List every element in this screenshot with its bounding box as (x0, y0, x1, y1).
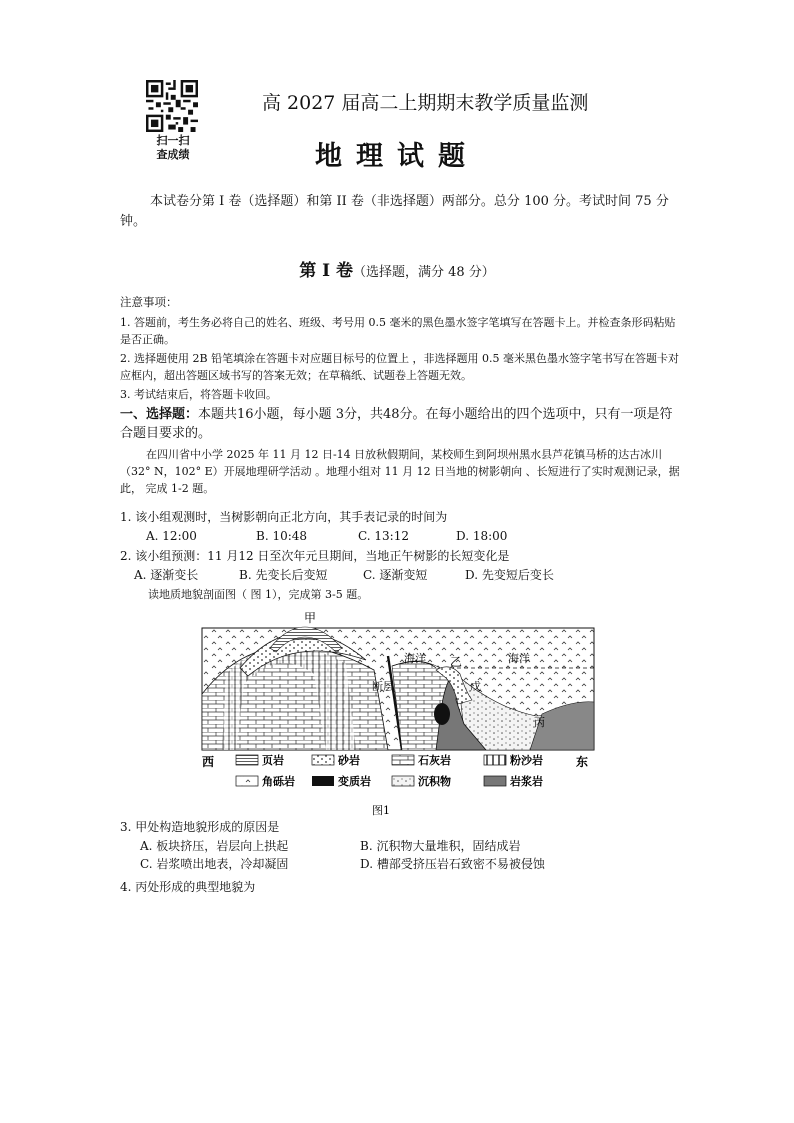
exam-title: 地理试题 (315, 141, 479, 172)
legend-metamorphic (312, 774, 371, 788)
question-1-stem: 1. 该小组观测时，当树影朝向正北方向，其手表记录的时间为 (120, 510, 448, 524)
legend-label-breccia: 角砾岩 (262, 775, 295, 788)
legend-label-siltstone: 粉沙岩 (510, 754, 543, 767)
section-1-heading (120, 405, 680, 443)
label-west: 西 (202, 755, 215, 769)
legend-magmatic (484, 774, 543, 788)
label-jia: 甲 (304, 611, 317, 625)
exam-header: 高 2027 届高二上期期末教学质量监测 (262, 92, 589, 114)
legend-label-limestone: 石灰岩 (418, 754, 451, 767)
q1-option-c: C. 13:12 (358, 529, 409, 543)
volume-heading (0, 256, 794, 281)
q2-option-c: C. 逐渐变短 (363, 568, 428, 582)
notes-title: 注意事项： (120, 295, 178, 309)
legend-label-magmatic: 岩浆岩 (510, 775, 543, 788)
note-1: 1. 答题前，考生务必将自己的姓名、班级、考号用 0.5 毫米的黑色墨水签字笔填写在答题卡上。并检查条形码粘贴是否正确。 (120, 316, 676, 346)
q3-option-d: D. 槽部受挤压岩石致密不易被侵蚀 (360, 857, 545, 871)
qr-caption-line-1: 扫一扫 (156, 134, 190, 147)
legend-sandstone (312, 753, 360, 767)
section-1-label: 一、选择题： (120, 407, 199, 422)
material-1: 在四川省中小学 2025 年 11 月 12 日-14 日放秋假期间，某校师生到阿坝州黑水县芦花镇马桥的达古冰川（32° N，102° E）开展地理研学活动 。地理小组对 11 月 12 日当地的树影朝向 、长短进行了实时观测记录，据此， 完成 1-2 题。 (120, 448, 680, 495)
label-yi: 乙 (450, 655, 463, 669)
legend-breccia (236, 774, 295, 788)
legend-label-shale: 页岩 (262, 754, 284, 767)
q3-option-a: A. 板块挤压，岩层向上拱起 (140, 839, 289, 853)
volume-sub: （选择题，满分 48 分） (352, 265, 495, 280)
legend-shale (236, 753, 284, 767)
legend-label-metamorphic: 变质岩 (338, 775, 371, 788)
legend-sediment (392, 774, 451, 788)
volume-main: 第 I 卷 (299, 261, 353, 281)
q2-option-b: B. 先变长后变短 (239, 568, 328, 582)
legend-label-sediment: 沉积物 (418, 775, 451, 788)
section-1-text: 本题共16小题，每小题 3分，共48分。在每小题给出的四个选项中，只有一项是符合题目要求的。 (120, 407, 673, 441)
label-sea-2: 海洋 (508, 652, 530, 665)
q2-option-a: A. 逐渐变长 (134, 568, 199, 582)
question-2-stem: 2. 该小组预测：11 月12 日至次年元旦期间，当地正午树影的长短变化是 (120, 549, 510, 563)
q3-option-c: C. 岩浆喷出地表，冷却凝固 (140, 857, 289, 871)
exam-intro: 本试卷分第 I 卷（选择题）和第 II 卷（非选择题）两部分。总分 100 分。考试时间 75 分钟。 (120, 194, 669, 229)
label-fault: 断层 (372, 680, 394, 693)
note-2: 2. 选择题使用 2B 铅笔填涂在答题卡对应题目标号的位置上 ，非选择题用 0.5 毫米黑色墨水签字笔书写在答题卡对应框内，超出答题区域书写的答案无效；在草稿纸、试题卷上答题无效。 (120, 352, 680, 382)
note-3: 3. 考试结束后，将答题卡收回。 (120, 388, 277, 401)
label-sea-1: 海洋 (404, 652, 426, 665)
label-bing: 丙 (534, 716, 545, 729)
question-2-options (134, 566, 554, 584)
question-3-options (140, 837, 580, 873)
qr-code (146, 80, 198, 132)
q3-option-b: B. 沉积物大量堆积，固结成岩 (360, 839, 521, 853)
legend-limestone (392, 753, 451, 767)
q1-option-b: B. 10:48 (256, 529, 308, 543)
label-wu: 戊 (470, 680, 481, 693)
question-3-stem: 3. 甲处构造地貌形成的原因是 (120, 820, 280, 834)
qr-caption-line-2: 查成绩 (156, 148, 190, 161)
figure-caption: 图1 (372, 804, 390, 817)
q1-option-a: A. 12:00 (146, 529, 197, 543)
material-2: 读地质地貌剖面图（ 图 1），完成第 3-5 题。 (148, 588, 369, 601)
legend-siltstone (484, 753, 543, 767)
legend-label-sandstone: 砂岩 (338, 754, 360, 767)
label-east: 东 (576, 755, 589, 769)
question-1-options (146, 527, 507, 545)
question-4-stem: 4. 丙处形成的典型地貌为 (120, 880, 256, 894)
q2-option-d: D. 先变短后变长 (465, 568, 554, 582)
geology-cross-section-figure (196, 604, 600, 826)
q1-option-d: D. 18:00 (456, 529, 508, 543)
